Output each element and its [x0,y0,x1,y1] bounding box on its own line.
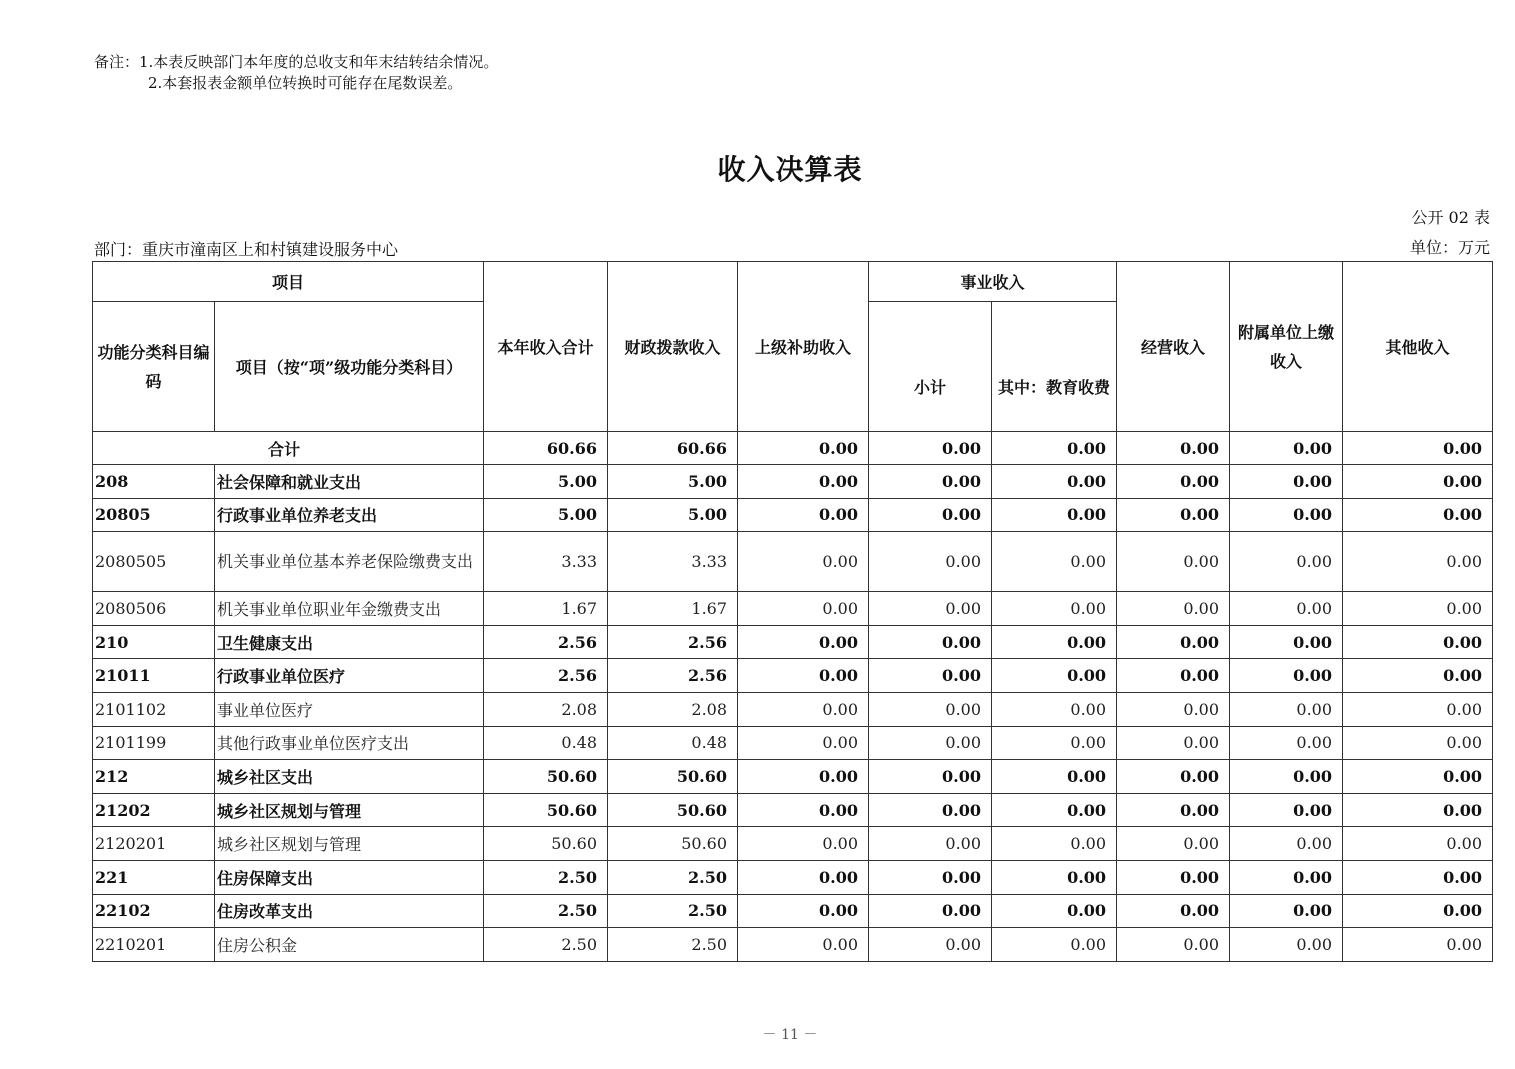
row-code: 2080506 [93,592,215,626]
row-name: 社会保障和就业支出 [215,465,484,499]
row-value: 0.00 [1117,465,1230,499]
header-fiscal: 财政拨款收入 [608,262,738,432]
header-superior: 上级补助收入 [738,262,869,432]
row-value: 2.56 [608,659,738,693]
row-value: 0.00 [738,860,869,894]
header-name: 项目（按“项”级功能分类科目） [215,302,484,432]
table-row [93,726,1493,760]
row-value: 0.00 [1230,860,1343,894]
total-value: 60.66 [608,432,738,465]
row-value: 0.00 [1230,465,1343,499]
table-row [93,625,1493,659]
row-value: 0.00 [1230,498,1343,532]
row-value: 0.00 [738,592,869,626]
table-row [93,498,1493,532]
row-value: 2.50 [608,928,738,962]
row-value: 5.00 [608,498,738,532]
row-value: 2.50 [484,860,608,894]
row-value: 0.00 [738,894,869,928]
row-value: 0.00 [1117,928,1230,962]
row-value: 0.00 [1343,498,1493,532]
row-value: 0.00 [992,827,1117,861]
row-value: 0.00 [869,827,992,861]
row-value: 0.00 [1117,894,1230,928]
total-value: 60.66 [484,432,608,465]
row-value: 3.33 [484,532,608,592]
row-value: 50.60 [608,793,738,827]
row-value: 0.00 [1343,928,1493,962]
row-value: 0.00 [1343,692,1493,726]
table-row [93,760,1493,794]
row-name: 卫生健康支出 [215,625,484,659]
row-value: 0.00 [1117,827,1230,861]
row-value: 0.00 [1230,726,1343,760]
row-code: 2080505 [93,532,215,592]
header-code: 功能分类科目编码 [93,302,215,432]
row-value: 0.00 [738,465,869,499]
row-value: 0.00 [1117,532,1230,592]
row-code: 2101102 [93,692,215,726]
row-value: 0.00 [869,659,992,693]
row-value: 2.08 [608,692,738,726]
row-name: 行政事业单位医疗 [215,659,484,693]
row-value: 2.50 [484,928,608,962]
row-value: 0.00 [1117,625,1230,659]
row-value: 0.00 [869,860,992,894]
row-value: 0.00 [869,894,992,928]
table-row [93,532,1493,592]
row-value: 0.00 [738,827,869,861]
row-value: 0.00 [869,465,992,499]
row-value: 0.00 [869,793,992,827]
note-line-2: 2.本套报表金额单位转换时可能存在尾数误差。 [148,74,463,92]
header-business: 事业收入 [869,262,1117,302]
row-value: 0.00 [1343,793,1493,827]
row-value: 50.60 [484,760,608,794]
row-value: 0.00 [1230,928,1343,962]
row-value: 2.56 [484,625,608,659]
table-row [93,860,1493,894]
row-value: 0.00 [1117,592,1230,626]
row-value: 0.00 [992,860,1117,894]
header-education: 其中：教育收费 [992,302,1117,432]
row-value: 0.00 [1230,692,1343,726]
row-value: 0.00 [1230,827,1343,861]
row-name: 事业单位医疗 [215,692,484,726]
row-value: 2.56 [484,659,608,693]
row-code: 21202 [93,793,215,827]
row-value: 3.33 [608,532,738,592]
row-value: 0.00 [1343,860,1493,894]
row-name: 住房保障支出 [215,860,484,894]
row-value: 0.00 [1117,726,1230,760]
total-value: 0.00 [992,432,1117,465]
row-value: 5.00 [608,465,738,499]
row-value: 2.56 [608,625,738,659]
row-name: 城乡社区规划与管理 [215,793,484,827]
total-value: 0.00 [738,432,869,465]
row-value: 2.50 [608,894,738,928]
row-code: 208 [93,465,215,499]
note-line-1: 备注：1.本表反映部门本年度的总收支和年末结转结余情况。 [94,53,499,71]
row-value: 0.00 [1343,592,1493,626]
row-name: 其他行政事业单位医疗支出 [215,726,484,760]
row-value: 0.48 [608,726,738,760]
total-value: 0.00 [1117,432,1230,465]
row-value: 0.00 [1230,592,1343,626]
row-value: 0.00 [738,793,869,827]
row-value: 0.00 [869,928,992,962]
row-value: 2.08 [484,692,608,726]
table-row [93,592,1493,626]
row-code: 221 [93,860,215,894]
row-value: 0.00 [1230,793,1343,827]
row-value: 0.00 [738,928,869,962]
row-value: 0.00 [1343,827,1493,861]
row-value: 50.60 [484,827,608,861]
row-value: 0.00 [992,532,1117,592]
department-label: 部门：重庆市潼南区上和村镇建设服务中心 [94,240,399,259]
row-value: 2.50 [484,894,608,928]
row-value: 0.00 [738,625,869,659]
row-value: 0.00 [1343,726,1493,760]
total-value: 0.00 [869,432,992,465]
row-value: 0.00 [992,692,1117,726]
row-value: 0.00 [738,760,869,794]
row-value: 5.00 [484,498,608,532]
row-value: 0.00 [992,760,1117,794]
row-value: 0.00 [992,659,1117,693]
row-value: 0.00 [992,726,1117,760]
row-name: 城乡社区规划与管理 [215,827,484,861]
row-value: 0.00 [992,592,1117,626]
header-other: 其他收入 [1343,262,1493,432]
income-table [92,261,1493,962]
row-value: 0.00 [738,532,869,592]
row-value: 0.00 [1117,793,1230,827]
row-value: 0.00 [992,498,1117,532]
row-value: 0.00 [869,692,992,726]
row-value: 0.00 [1230,760,1343,794]
header-affiliated: 附属单位上缴收入 [1230,262,1343,432]
page-title: 收入决算表 [717,153,863,186]
total-row [93,432,1493,465]
row-value: 0.00 [869,726,992,760]
total-label: 合计 [93,432,484,465]
row-name: 机关事业单位基本养老保险缴费支出 [215,532,484,592]
row-value: 1.67 [608,592,738,626]
row-value: 0.00 [1343,465,1493,499]
row-code: 20805 [93,498,215,532]
row-name: 机关事业单位职业年金缴费支出 [215,592,484,626]
form-number: 公开 02 表 [1411,208,1490,227]
row-value: 0.00 [738,726,869,760]
row-value: 0.00 [1117,760,1230,794]
row-value: 50.60 [484,793,608,827]
row-value: 0.00 [1343,659,1493,693]
row-value: 0.00 [992,793,1117,827]
row-name: 行政事业单位养老支出 [215,498,484,532]
row-value: 50.60 [608,827,738,861]
row-value: 0.00 [1343,625,1493,659]
row-code: 2120201 [93,827,215,861]
row-value: 2.50 [608,860,738,894]
row-value: 0.00 [992,928,1117,962]
row-value: 0.00 [1117,498,1230,532]
row-value: 0.00 [738,692,869,726]
row-value: 0.00 [992,465,1117,499]
row-name: 城乡社区支出 [215,760,484,794]
header-total: 本年收入合计 [484,262,608,432]
row-value: 0.00 [869,532,992,592]
table-row [93,692,1493,726]
row-code: 21011 [93,659,215,693]
row-value: 0.00 [1230,659,1343,693]
table-row [93,465,1493,499]
row-value: 0.00 [1230,532,1343,592]
row-value: 0.00 [1343,894,1493,928]
row-value: 0.00 [869,625,992,659]
row-value: 0.00 [992,625,1117,659]
row-name: 住房改革支出 [215,894,484,928]
header-subtotal: 小计 [869,302,992,432]
total-value: 0.00 [1230,432,1343,465]
header-operating: 经营收入 [1117,262,1230,432]
row-code: 2101199 [93,726,215,760]
row-code: 212 [93,760,215,794]
row-value: 0.00 [1117,860,1230,894]
row-code: 2210201 [93,928,215,962]
header-project: 项目 [93,262,484,302]
row-value: 0.00 [1343,760,1493,794]
row-value: 0.00 [1117,692,1230,726]
table-row [93,827,1493,861]
row-value: 0.00 [1117,659,1230,693]
table-row [93,659,1493,693]
row-value: 5.00 [484,465,608,499]
row-name: 住房公积金 [215,928,484,962]
row-value: 0.00 [1343,532,1493,592]
total-value: 0.00 [1343,432,1493,465]
table-row [93,928,1493,962]
unit-label: 单位：万元 [1409,238,1490,257]
row-value: 0.00 [992,894,1117,928]
table-row [93,793,1493,827]
row-value: 50.60 [608,760,738,794]
row-code: 210 [93,625,215,659]
page-number: － 11 － [762,1027,818,1043]
table-body [93,432,1493,962]
table-row [93,894,1493,928]
row-value: 0.00 [738,498,869,532]
row-value: 0.00 [869,498,992,532]
row-value: 0.48 [484,726,608,760]
row-value: 0.00 [869,592,992,626]
row-value: 0.00 [738,659,869,693]
row-value: 0.00 [1230,625,1343,659]
row-value: 0.00 [1230,894,1343,928]
row-value: 0.00 [869,760,992,794]
row-value: 1.67 [484,592,608,626]
row-code: 22102 [93,894,215,928]
